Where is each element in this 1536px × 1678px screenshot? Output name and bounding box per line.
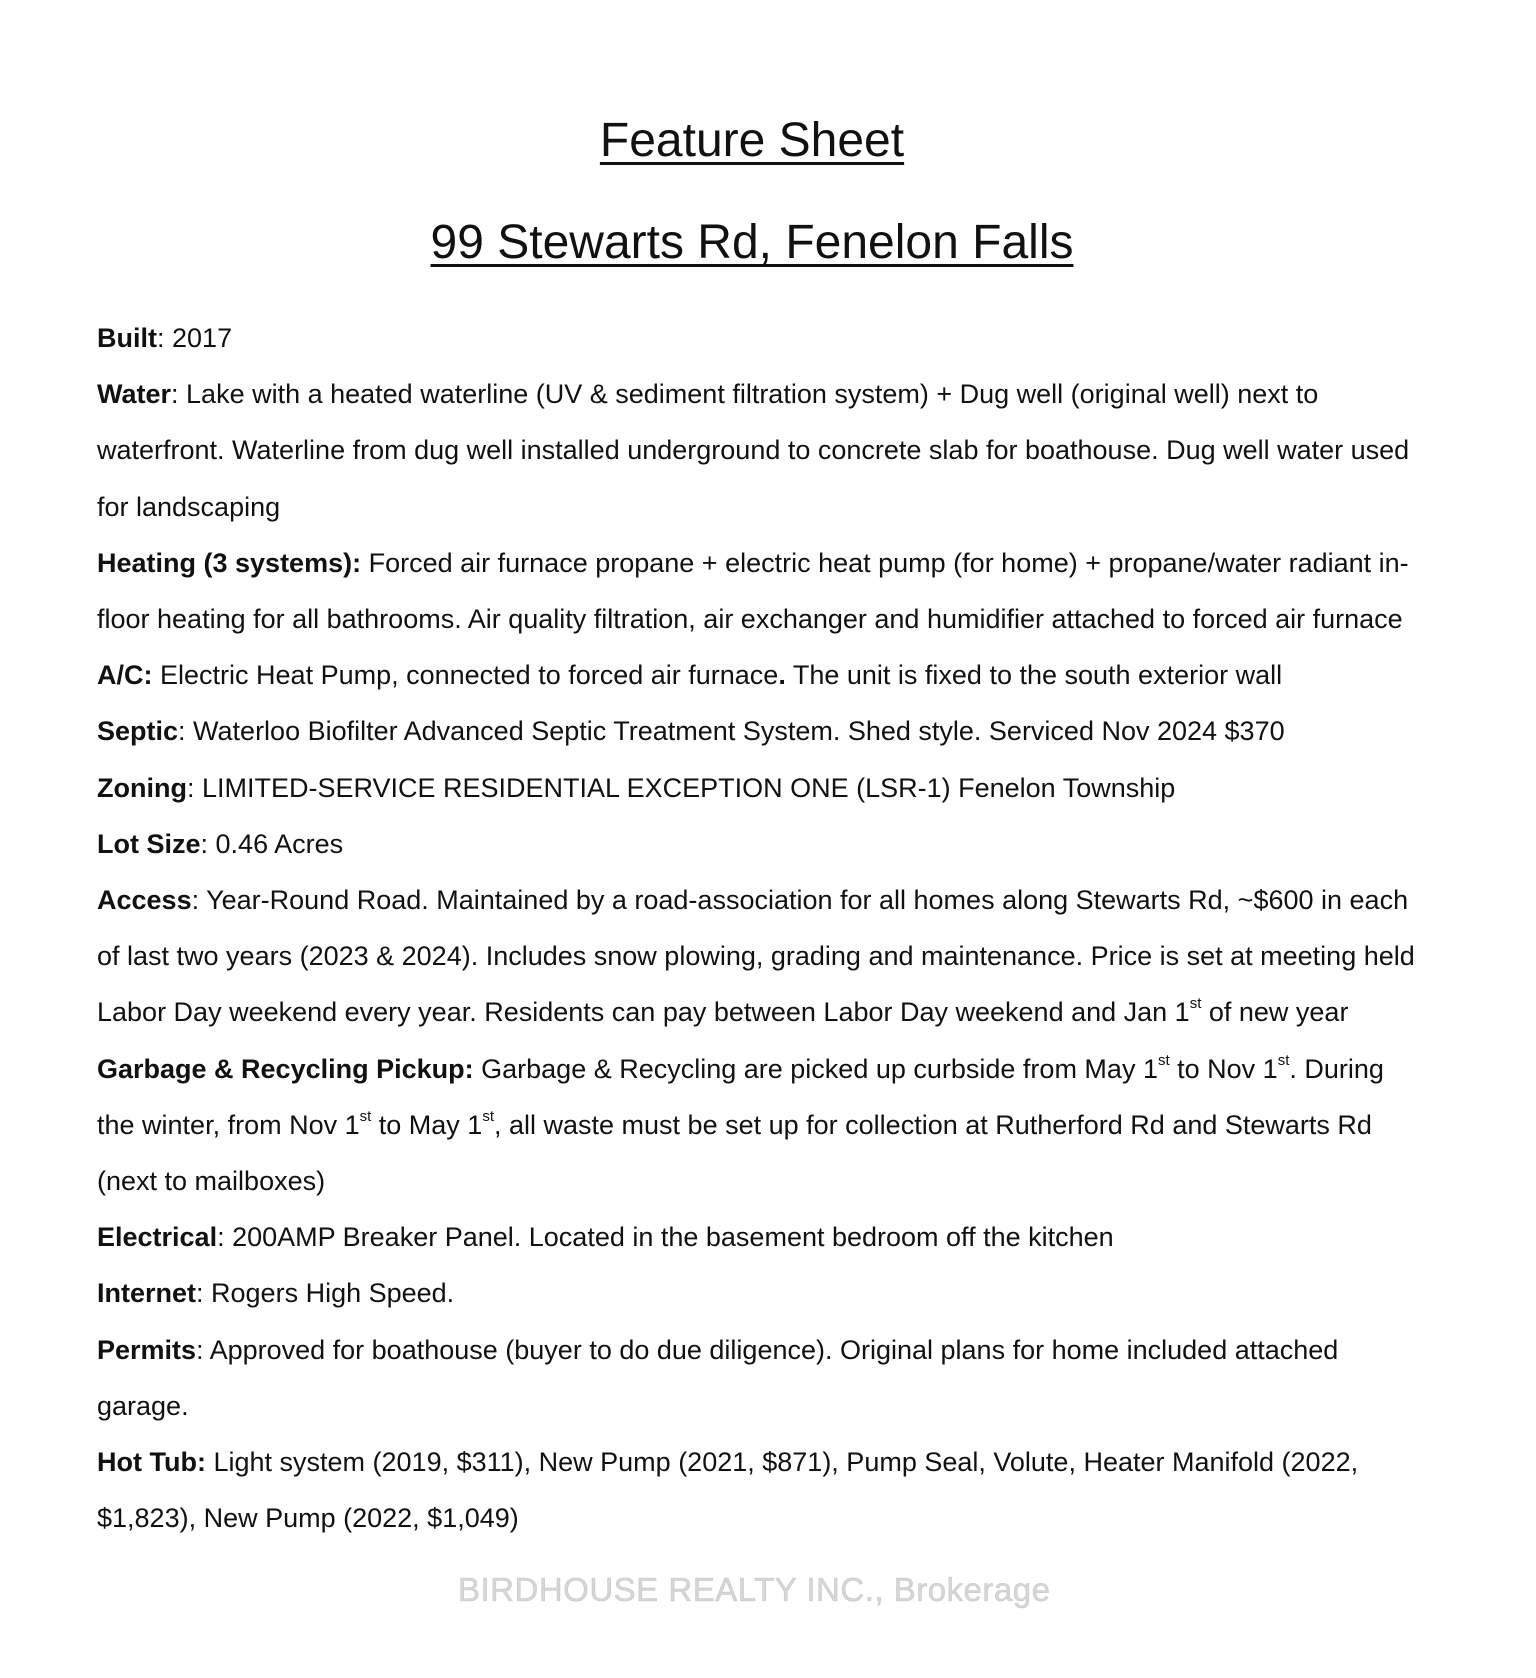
feature-access	[97, 872, 1417, 1041]
label-separator: :	[171, 379, 187, 410]
feature-value: Waterloo Biofilter Advanced Septic Treatment System. Shed style. Serviced Nov 2024 $370	[193, 716, 1285, 747]
label-separator	[474, 1054, 482, 1084]
feature-label: Permits	[97, 1334, 197, 1365]
feature-garbage-recycling	[97, 1041, 1417, 1210]
label-separator: :	[217, 1222, 233, 1253]
feature-label: Access	[97, 885, 192, 916]
feature-value-continued: The unit is fixed to the south exterior wall	[785, 660, 1283, 691]
feature-label: Built	[97, 323, 157, 353]
feature-label: Garbage & Recycling Pickup:	[97, 1053, 474, 1084]
feature-zoning	[97, 760, 1417, 816]
ordinal-suffix: st	[359, 1107, 372, 1125]
feature-built	[97, 310, 1417, 366]
feature-label: Water	[97, 379, 172, 410]
feature-value: Light system (2019, $311), New Pump (2021, $871), Pump Seal, Volute, Heater Manifold (2022, $1,823), New Pump (2022, $1,049)	[97, 1447, 1359, 1534]
label-separator: :	[196, 1334, 210, 1365]
feature-value: 2017	[172, 323, 233, 353]
ordinal-suffix: st	[1277, 1051, 1290, 1069]
feature-label: Internet	[97, 1278, 197, 1309]
feature-ac	[97, 647, 1417, 703]
feature-value-part: to Nov 1	[1169, 1053, 1278, 1084]
feature-lot-size	[97, 816, 1417, 872]
feature-label: Hot Tub:	[97, 1447, 206, 1478]
ordinal-suffix: st	[1189, 995, 1202, 1013]
document-title: Feature Sheet	[599, 114, 905, 167]
feature-value: Approved for boathouse (buyer to do due diligence). Original plans for home included attached garage.	[97, 1334, 1339, 1421]
property-address: 99 Stewarts Rd, Fenelon Falls	[430, 216, 1074, 269]
label-separator: :	[157, 323, 173, 353]
label-separator: :	[191, 885, 207, 916]
label-separator	[153, 660, 161, 690]
feature-value-period: .	[778, 660, 786, 691]
feature-value-part: to May 1	[371, 1109, 483, 1140]
feature-label: A/C:	[97, 660, 153, 691]
feature-label: Zoning	[97, 772, 187, 803]
feature-value-continued: of new year	[1201, 997, 1349, 1028]
label-separator: :	[200, 828, 216, 859]
feature-value: 200AMP Breaker Panel. Located in the basement bedroom off the kitchen	[232, 1222, 1114, 1253]
feature-value: Lake with a heated waterline (UV & sediment filtration system) + Dug well (original well) next to waterfront. Waterline from dug well installed underground to concrete slab for boathouse. Dug well water used for landscaping	[97, 379, 1410, 522]
feature-heating	[97, 535, 1417, 647]
feature-hot-tub	[97, 1434, 1417, 1546]
feature-label: Lot Size	[97, 828, 201, 859]
feature-internet	[97, 1265, 1417, 1321]
label-separator: :	[196, 1278, 212, 1309]
feature-value: Forced air furnace propane + electric heat pump (for home) + propane/water radiant in-floor heating for all bathrooms. Air quality filtration, air exchanger and humidifier attached to forced air furnace	[97, 547, 1409, 635]
feature-label: Electrical	[97, 1222, 218, 1253]
feature-label: Heating (3 systems):	[97, 547, 362, 578]
feature-septic	[97, 703, 1417, 759]
label-separator	[361, 548, 369, 578]
label-separator: :	[178, 716, 194, 747]
feature-value-part: . During the winter, from Nov 1	[97, 1053, 1384, 1140]
feature-value-part: Garbage & Recycling are picked up curbside from May 1	[481, 1053, 1158, 1084]
feature-value: Rogers High Speed.	[211, 1278, 455, 1309]
label-separator: :	[186, 772, 202, 803]
feature-value: 0.46 Acres	[215, 828, 344, 859]
feature-value: LIMITED-SERVICE RESIDENTIAL EXCEPTION ONE (LSR-1) Fenelon Township	[201, 772, 1176, 803]
feature-value-part: , all waste must be set up for collection at Rutherford Rd and Stewarts Rd (next to mailboxes)	[97, 1109, 1372, 1197]
feature-label: Septic	[97, 716, 179, 747]
ordinal-suffix: st	[1157, 1051, 1170, 1069]
feature-value: Year-Round Road. Maintained by a road-association for all homes along Stewarts Rd, ~$600 in each of last two years (2023 & 2024). Includes snow plowing, grading and maintenance. Price is set at meeting held Labor Day weekend every year. Residents can pay between Labor Day weekend and Jan 1	[97, 885, 1415, 1028]
feature-water	[97, 366, 1417, 535]
feature-list	[97, 310, 1417, 1546]
feature-electrical	[97, 1209, 1417, 1265]
feature-permits	[97, 1322, 1417, 1434]
brokerage-watermark: BIRDHOUSE REALTY INC., Brokerage	[458, 1571, 1051, 1608]
feature-value: Electric Heat Pump, connected to forced air furnace	[160, 660, 779, 691]
ordinal-suffix: st	[482, 1107, 494, 1125]
